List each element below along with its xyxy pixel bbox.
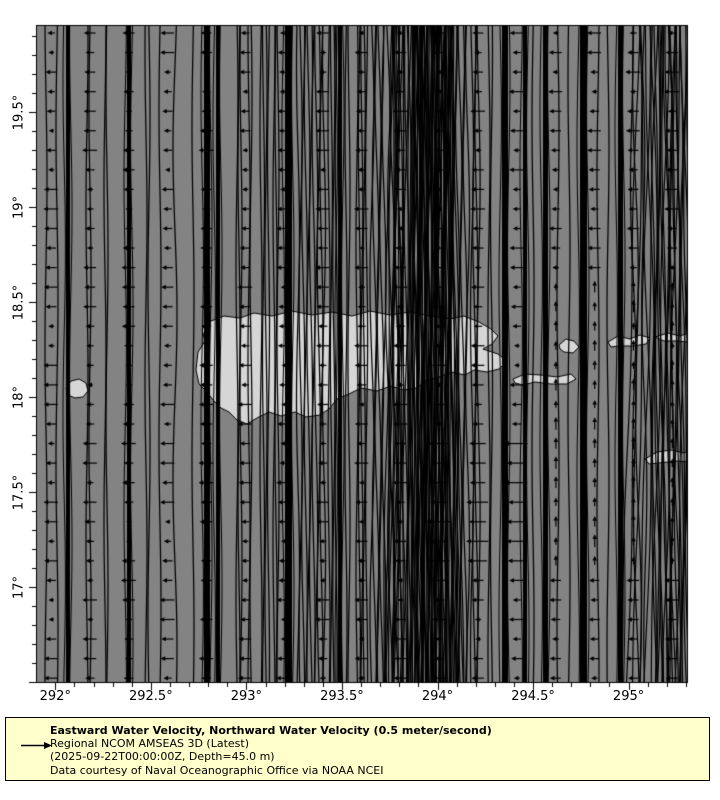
- y-tick-label: 19°: [11, 195, 27, 220]
- x-tick-label: 292.5°: [128, 689, 173, 704]
- legend-text-block: [50, 724, 492, 777]
- legend-source-line: Regional NCOM AMSEAS 3D (Latest): [50, 737, 249, 751]
- x-tick-label: 293.5°: [320, 689, 364, 704]
- x-tick-label: 294.5°: [511, 689, 555, 704]
- legend-box: [5, 717, 710, 781]
- y-tick-label: 17.5°: [11, 474, 27, 511]
- x-tick-label: 293°: [230, 689, 263, 704]
- legend-time-line: (2025-09-22T00:00:00Z, Depth=45.0 m): [50, 750, 275, 764]
- x-tick-label: 292°: [39, 689, 71, 704]
- y-tick-label: 18.5°: [11, 284, 27, 321]
- legend-title: Eastward Water Velocity, Northward Water Velocity (0.5 meter/second): [50, 724, 492, 737]
- reference-arrow-icon: [21, 741, 53, 750]
- x-tick-label: 295°: [612, 689, 645, 704]
- y-tick-label: 18°: [11, 385, 27, 410]
- y-tick-label: 19.5°: [11, 94, 27, 131]
- legend-credit-line: Data courtesy of Naval Oceanographic Office via NOAA NCEI: [50, 763, 384, 777]
- x-tick-label: 294°: [421, 689, 454, 704]
- y-tick-label: 17°: [11, 575, 27, 600]
